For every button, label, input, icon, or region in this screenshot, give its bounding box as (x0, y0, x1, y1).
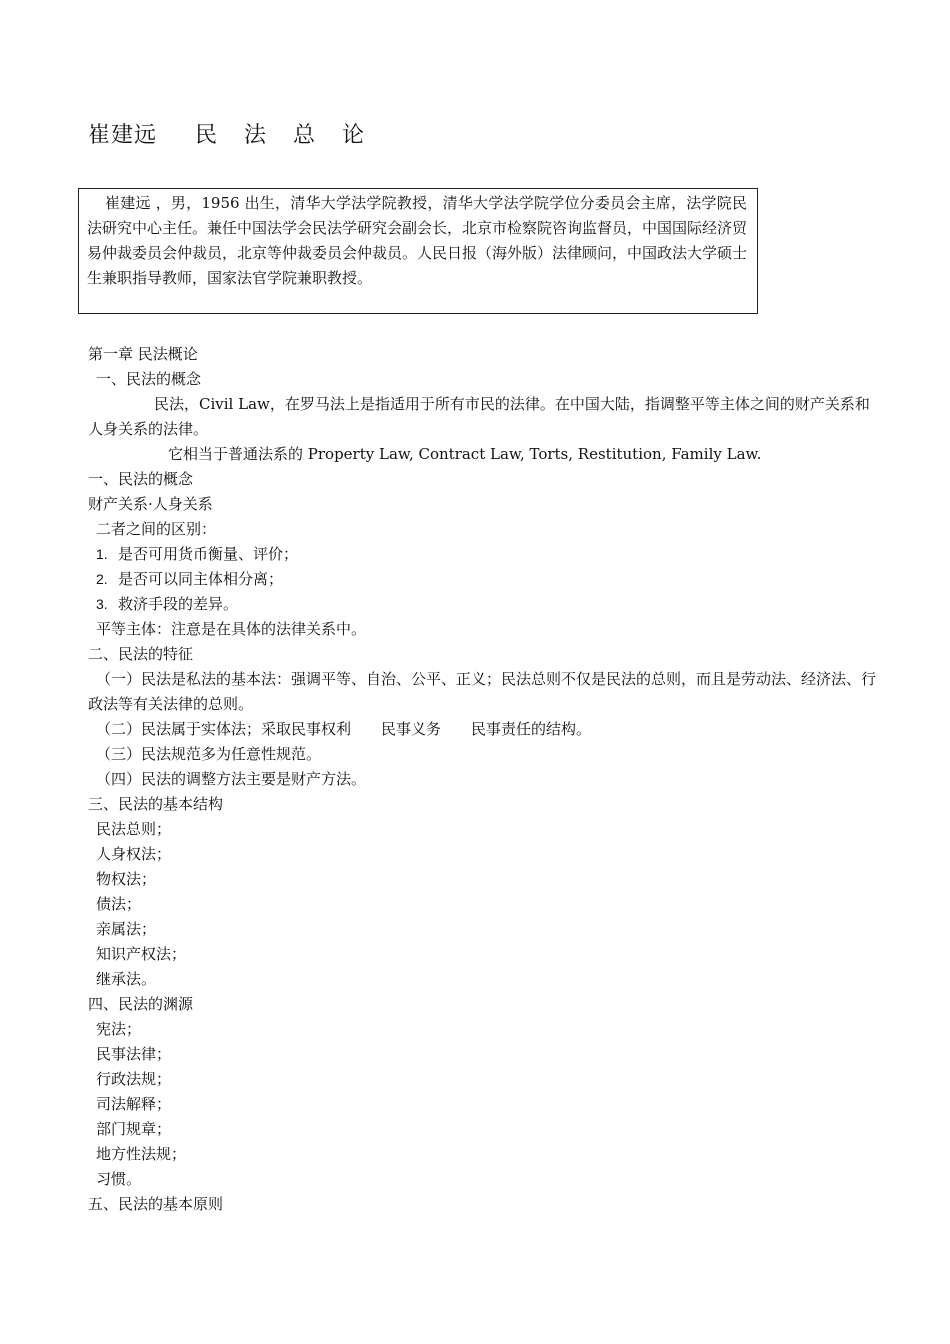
list-item (88, 592, 878, 617)
list-item: 地方性法规； (96, 1145, 187, 1163)
chapter-heading: 第一章 民法概论 (88, 345, 198, 363)
author-bio-box (78, 188, 758, 314)
text-line: 平等主体：注意是在具体的法律关系中。 (96, 620, 367, 638)
list-item: 宪法； (96, 1020, 142, 1038)
list-item (88, 567, 878, 592)
list-item: 民法总则； (96, 820, 172, 838)
list-item: 继承法。 (96, 970, 157, 988)
section-heading: 一、民法的概念 (88, 470, 194, 488)
section-heading: 三、民法的基本结构 (88, 795, 224, 813)
list-item: 行政法规； (96, 1070, 172, 1088)
text-line: （三）民法规范多为任意性规范。 (96, 745, 322, 763)
list-number: 3. (96, 596, 108, 612)
text-line: 财产关系·人身关系 (88, 495, 213, 513)
list-item: 民事法律； (96, 1045, 172, 1063)
section-heading: 二、民法的特征 (88, 645, 194, 663)
section-heading: 五、民法的基本原则 (88, 1195, 224, 1213)
list-item (88, 542, 878, 567)
text-line (88, 717, 878, 742)
list-item: 物权法； (96, 870, 157, 888)
list-item: 部门规章； (96, 1120, 172, 1138)
paragraph: 民法，Civil Law，在罗马法上是指适用于所有市民的法律。在中国大陆，指调整平等主体之间的财产关系和人身关系的法律。 (88, 395, 870, 438)
section-heading: 一、民法的概念 (96, 370, 202, 388)
list-item: 亲属法； (96, 920, 157, 938)
paragraph: （一）民法是私法的基本法：强调平等、自治、公平、正义；民法总则不仅是民法的总则，而且是劳动法、经济法、行政法等有关法律的总则。 (88, 670, 877, 713)
author-bio-text: 崔建远 ，男，1956 出生，清华大学法学院教授，清华大学法学院学位分委员会主席，法学院民法研究中心主任。兼任中国法学会民法学研究会副会长，北京市检察院咨询监督员，中国国际经济贸易仲裁委员会仲裁员，北京等仲裁委员会仲裁员。人民日报（海外版）法律顾问，中国政法大学硕士生兼职指导教师，国家法官学院兼职教授。 (87, 194, 748, 287)
list-item: 知识产权法； (96, 945, 187, 963)
list-number: 1. (96, 546, 108, 562)
list-item: 人身权法； (96, 845, 172, 863)
list-item: 司法解释； (96, 1095, 172, 1113)
list-number: 2. (96, 571, 108, 587)
list-text: 是否可用货币衡量、评价； (118, 545, 299, 563)
list-item: 习惯。 (96, 1170, 142, 1188)
text-fragment: （二）民法属于实体法；采取民事权利 (96, 720, 352, 738)
section-heading: 四、民法的渊源 (88, 995, 194, 1013)
text-line: 二者之间的区别： (96, 520, 217, 538)
text-fragment: 民事义务 (381, 720, 442, 738)
paragraph: 它相当于普通法系的 Property Law, Contract Law, Torts, Restitution, Family Law. (168, 445, 762, 463)
list-text: 救济手段的差异。 (118, 595, 239, 613)
text-fragment: 民事责任的结构。 (471, 720, 592, 738)
list-text: 是否可以同主体相分离； (118, 570, 284, 588)
document-body (88, 342, 878, 1217)
author-name: 崔建远 (88, 123, 158, 148)
book-title: 民 法 总 论 (195, 123, 374, 148)
list-item: 债法； (96, 895, 142, 913)
text-line: （四）民法的调整方法主要是财产方法。 (96, 770, 367, 788)
document-title (88, 118, 374, 149)
